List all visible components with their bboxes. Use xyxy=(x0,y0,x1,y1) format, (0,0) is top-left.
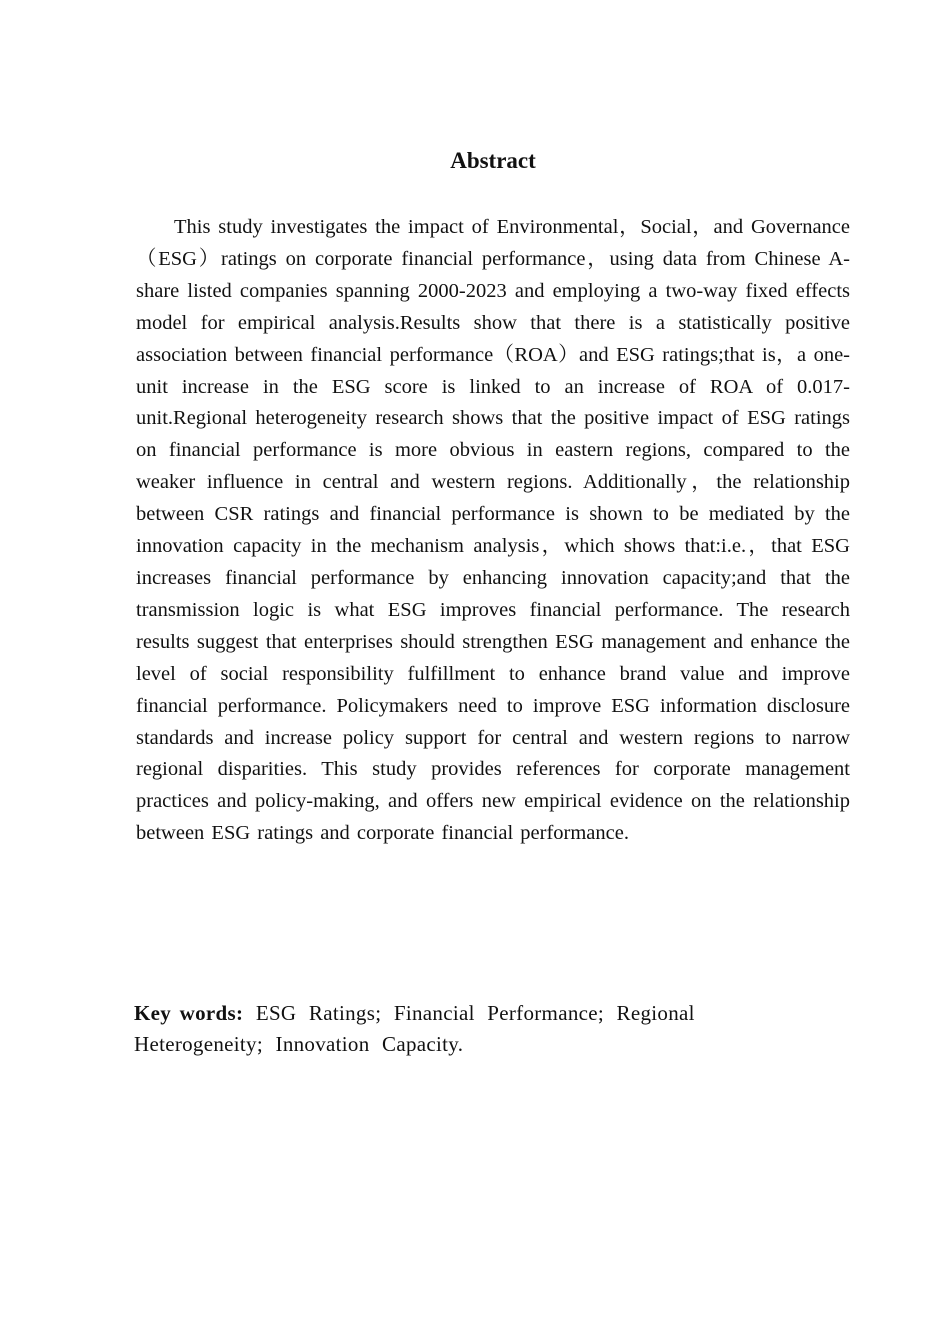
keywords-label: Key words: xyxy=(134,1001,244,1025)
abstract-title: Abstract xyxy=(450,148,536,173)
keywords-section xyxy=(134,998,754,1060)
keywords-text: ESG Ratings; Financial Performance; Regional Heterogeneity; Innovation Capacity. xyxy=(134,1001,695,1056)
abstract-body: This study investigates the impact of Environmental，Social，and Governance（ESG）ratings on corporate financial performance，using data from Chinese A-share listed companies spanning 2000-2023 and employing a two-way fixed effects model for empirical analysis.Results show that there is a statistically positive association between financial performance（ROA）and ESG ratings;that is，a one-unit increase in the ESG score is linked to an increase of ROA of 0.017-unit.Regional heterogeneity research shows that the positive impact of ESG ratings on financial performance is more obvious in eastern regions, compared to the weaker influence in central and western regions. Additionally，the relationship between CSR ratings and financial performance is shown to be mediated by the innovation capacity in the mechanism analysis，which shows that:i.e.，that ESG increases financial performance by enhancing innovation capacity;and that the transmission logic is what ESG improves financial performance. The research results suggest that enterprises should strengthen ESG management and enhance the level of social responsibility fulfillment to enhance brand value and improve financial performance. Policymakers need to improve ESG information disclosure standards and increase policy support for central and western regions to narrow regional disparities. This study provides references for corporate management practices and policy-making, and offers new empirical evidence on the relationship between ESG ratings and corporate financial performance. xyxy=(136,216,850,845)
